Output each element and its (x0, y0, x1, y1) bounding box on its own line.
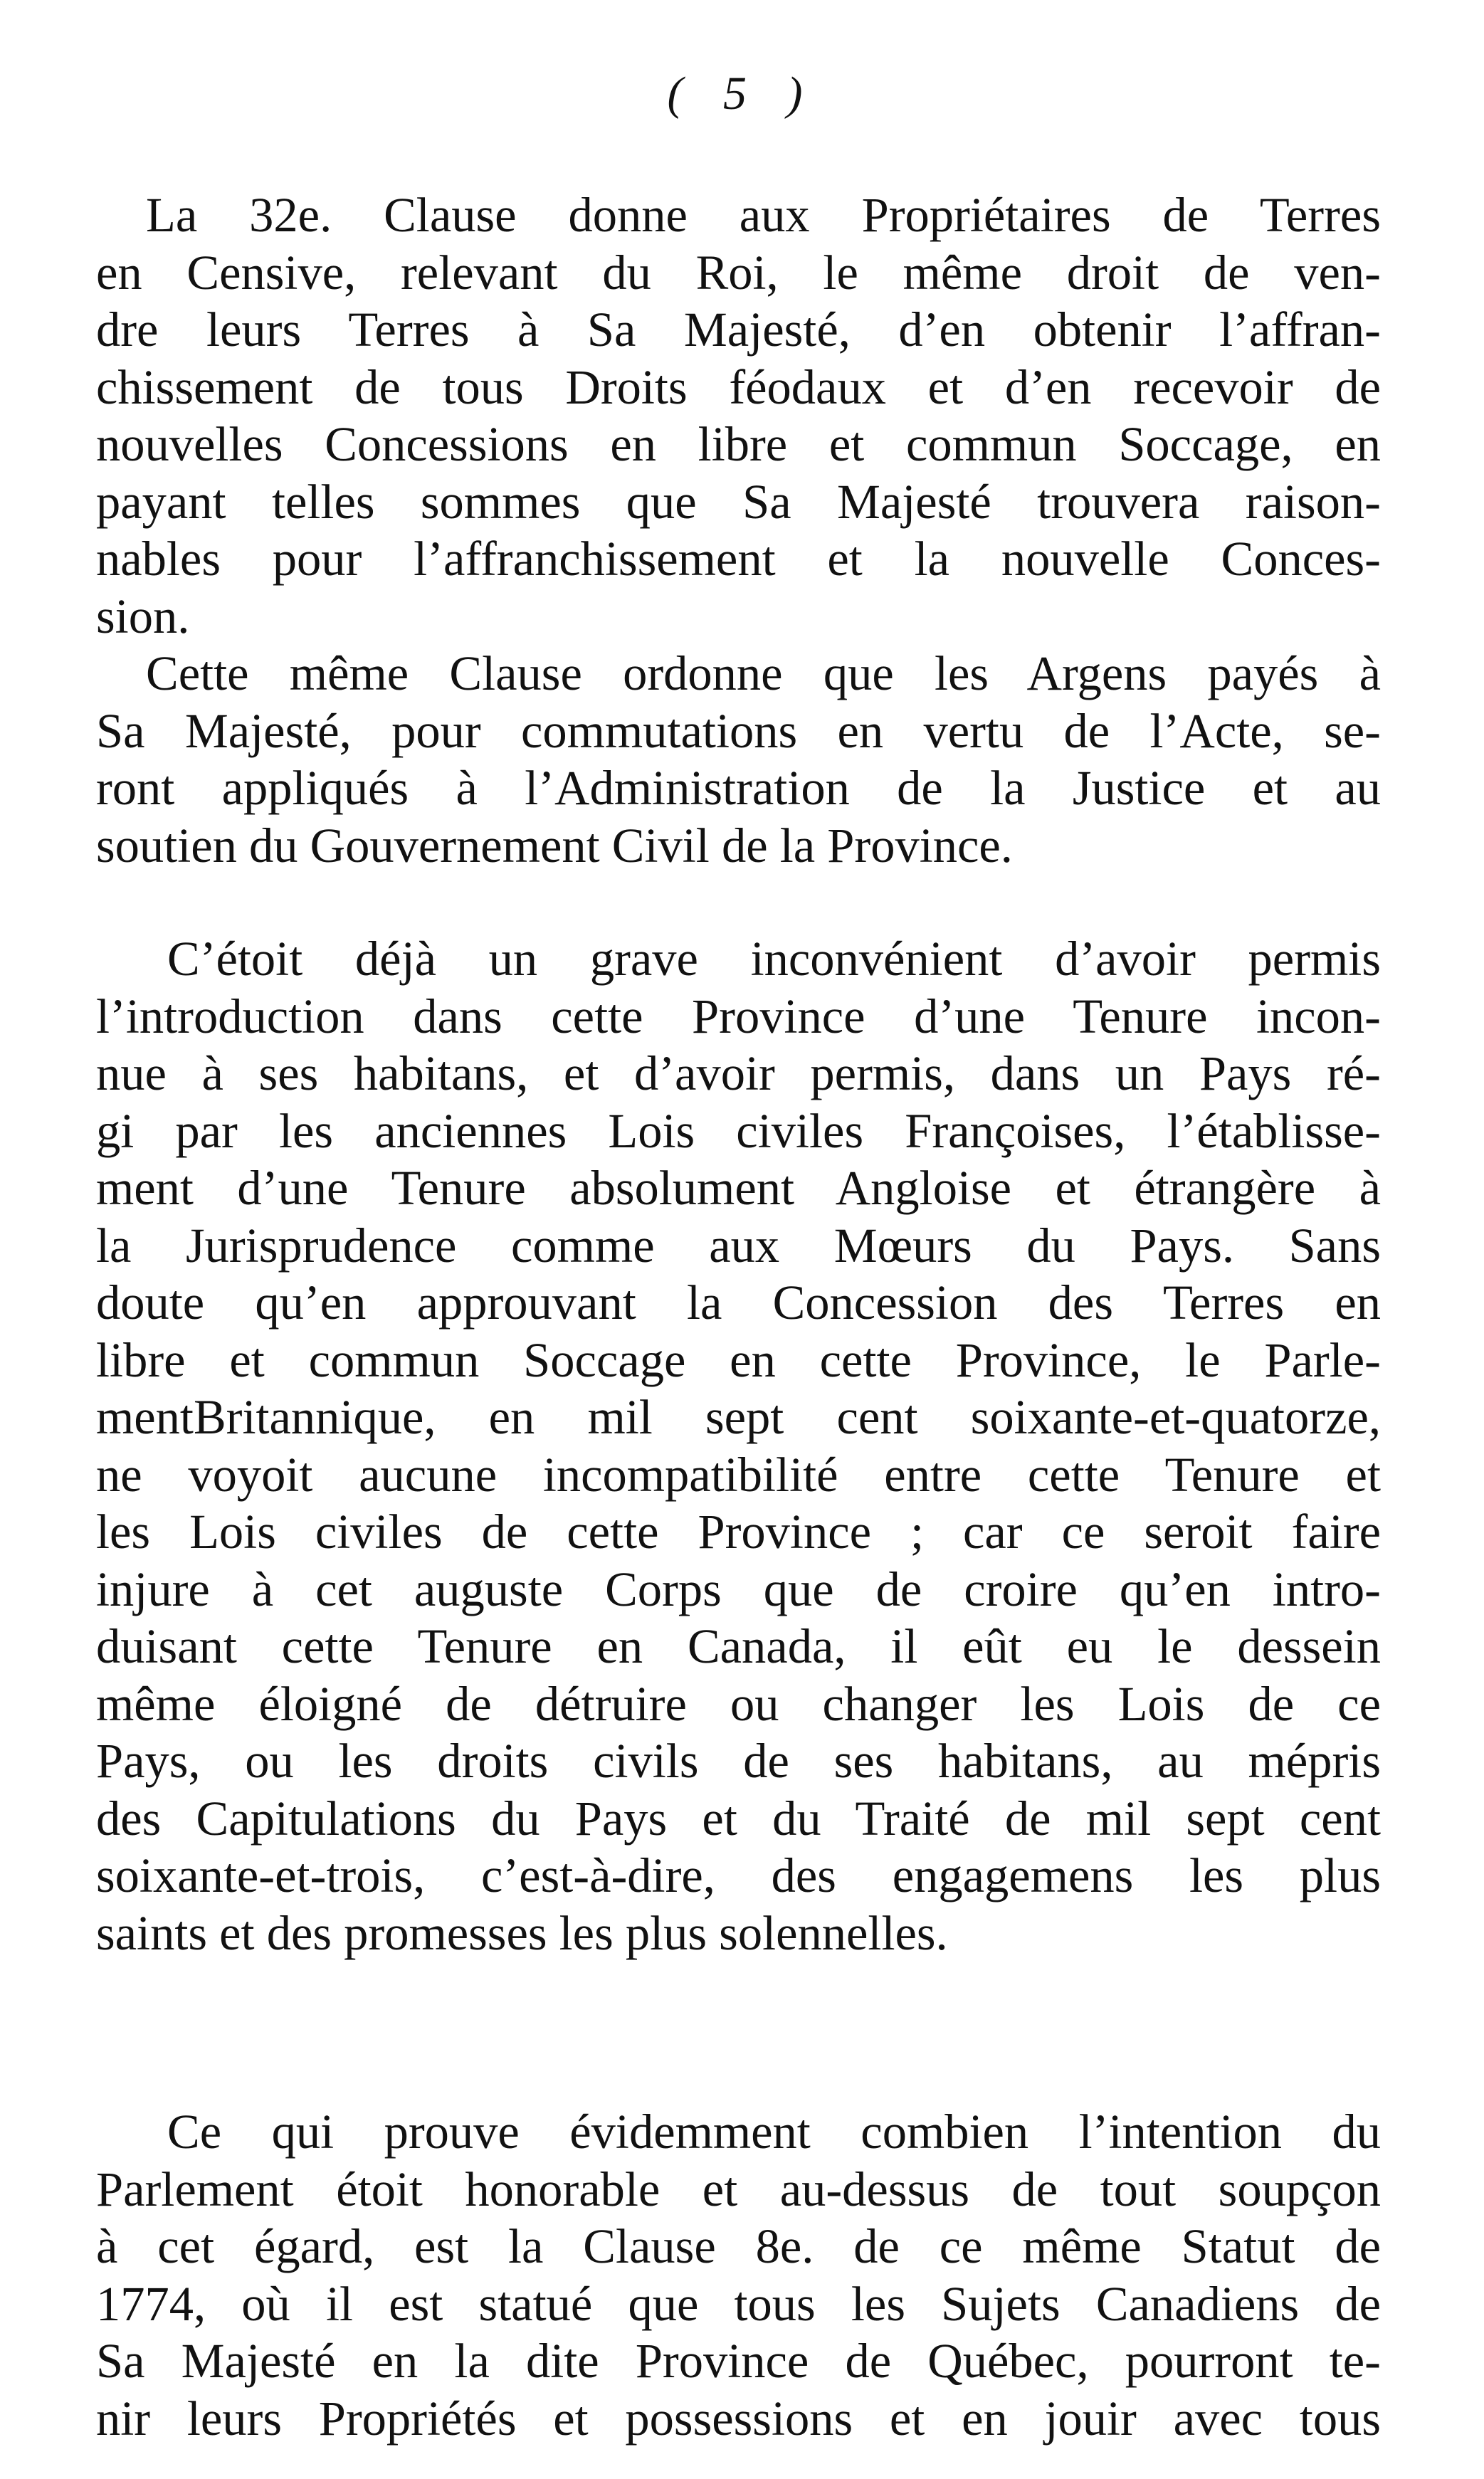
text-line: La 32e. Clause donne aux Propriétaires de Terres (146, 188, 1381, 242)
text-line: Parlement étoit honorable et au-dessus de tout soupçon (96, 2162, 1381, 2216)
text-line: Sa Majesté, pour commutations en vertu de l’Acte, se- (96, 703, 1381, 758)
text-line: gi par les anciennes Lois civiles Françoises, l’établisse- (96, 1103, 1381, 1158)
text-line: en Censive, relevant du Roi, le même droit de ven- (96, 245, 1381, 300)
text-line: doute qu’en approuvant la Concession des Terres en (96, 1275, 1381, 1330)
text-line: ment d’une Tenure absolument Angloise et étrangère à (96, 1161, 1381, 1215)
paragraph-1 (96, 186, 1381, 874)
text-line: ront appliqués à l’Administration de la Justice et au (96, 761, 1381, 815)
text-line: nir leurs Propriétés et possessions et en jouir avec tous (96, 2391, 1381, 2446)
text-line: Sa Majesté en la dite Province de Québec, pourront te- (96, 2334, 1381, 2388)
text-line: Ce qui prouve évidemment combien l’intention du (167, 2105, 1381, 2159)
text-line: saints et des promesses les plus solennelles. (96, 1905, 948, 1960)
text-line: duisant cette Tenure en Canada, il eût eu le dessein (96, 1619, 1381, 1673)
text-line: soutien du Gouvernement Civil de la Province. (96, 818, 1013, 873)
text-line: à cet égard, est la Clause 8e. de ce même Statut de (96, 2219, 1381, 2273)
text-line: Cette même Clause ordonne que les Argens payés à (146, 646, 1381, 700)
text-line: sion. (96, 589, 190, 643)
paragraph-2 (96, 930, 1381, 1962)
text-line: nue à ses habitans, et d’avoir permis, dans un Pays ré- (96, 1046, 1381, 1100)
text-line: l’introduction dans cette Province d’une Tenure incon- (96, 989, 1381, 1043)
text-line: nouvelles Concessions en libre et commun Soccage, en (96, 417, 1381, 471)
text-line: injure à cet auguste Corps que de croire qu’en intro- (96, 1562, 1381, 1616)
text-line: même éloigné de détruire ou changer les Lois de ce (96, 1676, 1381, 1731)
text-line: libre et commun Soccage en cette Province, le Parle- (96, 1332, 1381, 1387)
text-line: nables pour l’affranchissement et la nouvelle Conces- (96, 532, 1381, 586)
text-line: des Capitulations du Pays et du Traité de mil sept cent (96, 1791, 1381, 1846)
text-line: 1774, où il est statué que tous les Sujets Canadiens de (96, 2276, 1381, 2331)
text-line: ne voyoit aucune incompatibilité entre cette Tenure et (96, 1447, 1381, 1502)
paragraph-3 (96, 2103, 1381, 2447)
text-line: soixante-et-trois, c’est-à-dire, des engagemens les plus (96, 1848, 1381, 1902)
page-number: ( 5 ) (667, 68, 817, 120)
text-line: dre leurs Terres à Sa Majesté, d’en obtenir l’affran- (96, 302, 1381, 357)
text-line: chissement de tous Droits féodaux et d’en recevoir de (96, 359, 1381, 414)
text-line: Pays, ou les droits civils de ses habitans, au mépris (96, 1734, 1381, 1788)
text-line: payant telles sommes que Sa Majesté trouvera raison- (96, 474, 1381, 529)
text-line: C’étoit déjà un grave inconvénient d’avoir permis (167, 932, 1381, 986)
text-line: les Lois civiles de cette Province ; car ce seroit faire (96, 1505, 1381, 1559)
text-line: mentBritannique, en mil sept cent soixante-et-quatorze, (96, 1390, 1381, 1444)
text-line: la Jurisprudence comme aux Mœurs du Pays. Sans (96, 1218, 1381, 1273)
